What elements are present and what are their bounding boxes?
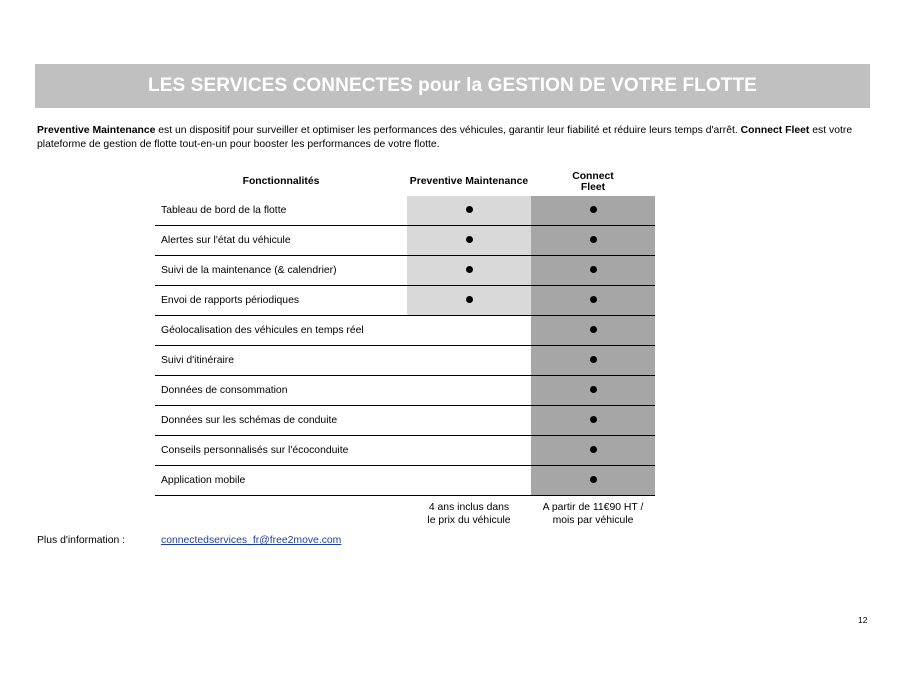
pm-pricing-line2: le prix du véhicule bbox=[427, 514, 511, 526]
pm-cell bbox=[407, 376, 531, 406]
pricing-empty bbox=[155, 496, 407, 529]
pm-pricing-line1: 4 ans inclus dans bbox=[428, 501, 510, 513]
pm-cell bbox=[407, 346, 531, 376]
page-number: 12 bbox=[858, 615, 868, 625]
bullet-icon bbox=[590, 326, 597, 333]
bullet-icon bbox=[466, 296, 473, 303]
header-cf-line1: Connect bbox=[572, 170, 614, 182]
cf-cell bbox=[531, 226, 655, 256]
info-label: Plus d'information : bbox=[37, 535, 126, 546]
pm-description: est un dispositif pour surveiller et optimiser les performances des véhicules, garantir leur fiabilité et réduire leurs temps d'arrêt. bbox=[155, 125, 741, 136]
table-row bbox=[155, 436, 655, 466]
pm-cell bbox=[407, 316, 531, 346]
pm-name: Preventive Maintenance bbox=[37, 125, 156, 136]
table-row bbox=[155, 376, 655, 406]
cf-pricing-line2: mois par véhicule bbox=[552, 514, 634, 526]
cf-pricing-line1: A partir de 11€90 HT / bbox=[542, 501, 644, 513]
cf-cell bbox=[531, 346, 655, 376]
cf-pricing bbox=[531, 496, 655, 529]
bullet-icon bbox=[590, 206, 597, 213]
table-row bbox=[155, 346, 655, 376]
bullet-icon bbox=[590, 476, 597, 483]
bullet-icon bbox=[590, 236, 597, 243]
feature-label: Géolocalisation des véhicules en temps réel bbox=[155, 316, 407, 346]
feature-label: Envoi de rapports périodiques bbox=[155, 286, 407, 316]
feature-label: Application mobile bbox=[155, 466, 407, 496]
bullet-icon bbox=[590, 356, 597, 363]
cf-cell bbox=[531, 316, 655, 346]
pm-cell bbox=[407, 286, 531, 316]
bullet-icon bbox=[590, 296, 597, 303]
feature-label: Données sur les schémas de conduite bbox=[155, 406, 407, 436]
cf-cell bbox=[531, 286, 655, 316]
bullet-icon bbox=[590, 266, 597, 273]
pm-cell bbox=[407, 196, 531, 226]
feature-label: Conseils personnalisés sur l'écoconduite bbox=[155, 436, 407, 466]
pm-pricing bbox=[407, 496, 531, 529]
pm-cell bbox=[407, 436, 531, 466]
header-cf-line2: Fleet bbox=[580, 181, 606, 193]
intro-paragraph bbox=[37, 124, 877, 151]
feature-label: Suivi de la maintenance (& calendrier) bbox=[155, 256, 407, 286]
cf-cell bbox=[531, 466, 655, 496]
feature-label: Tableau de bord de la flotte bbox=[155, 196, 407, 226]
table-row bbox=[155, 226, 655, 256]
table-row bbox=[155, 196, 655, 226]
pm-cell bbox=[407, 256, 531, 286]
header-connect-fleet bbox=[531, 167, 655, 196]
cf-cell bbox=[531, 436, 655, 466]
cf-cell bbox=[531, 256, 655, 286]
bullet-icon bbox=[590, 446, 597, 453]
bullet-icon bbox=[590, 386, 597, 393]
cf-cell bbox=[531, 376, 655, 406]
cf-name: Connect Fleet bbox=[740, 125, 810, 136]
pm-cell bbox=[407, 226, 531, 256]
table-row bbox=[155, 406, 655, 436]
cf-cell bbox=[531, 196, 655, 226]
feature-label: Alertes sur l'état du véhicule bbox=[155, 226, 407, 256]
bullet-icon bbox=[466, 266, 473, 273]
feature-label: Données de consommation bbox=[155, 376, 407, 406]
bullet-icon bbox=[590, 416, 597, 423]
table-row bbox=[155, 466, 655, 496]
header-preventive-maintenance: Preventive Maintenance bbox=[409, 176, 529, 187]
pm-cell bbox=[407, 466, 531, 496]
bullet-icon bbox=[466, 206, 473, 213]
table-row bbox=[155, 316, 655, 346]
features-table bbox=[155, 167, 655, 528]
cf-cell bbox=[531, 406, 655, 436]
header-features: Fonctionnalités bbox=[242, 176, 320, 187]
table-row bbox=[155, 286, 655, 316]
contact-email-link[interactable]: connectedservices_fr@free2move.com bbox=[161, 535, 342, 546]
pm-cell bbox=[407, 406, 531, 436]
feature-label: Suivi d'itinéraire bbox=[155, 346, 407, 376]
table-header-row bbox=[155, 167, 655, 196]
table-row bbox=[155, 256, 655, 286]
bullet-icon bbox=[466, 236, 473, 243]
title-banner bbox=[35, 64, 870, 108]
pricing-row bbox=[155, 496, 655, 529]
cf-description: est votre plateforme de gestion de flotte tout-en-un pour booster les performances de votre flotte. bbox=[37, 125, 853, 150]
page-title: LES SERVICES CONNECTES pour la GESTION DE VOTRE FLOTTE bbox=[148, 75, 757, 96]
